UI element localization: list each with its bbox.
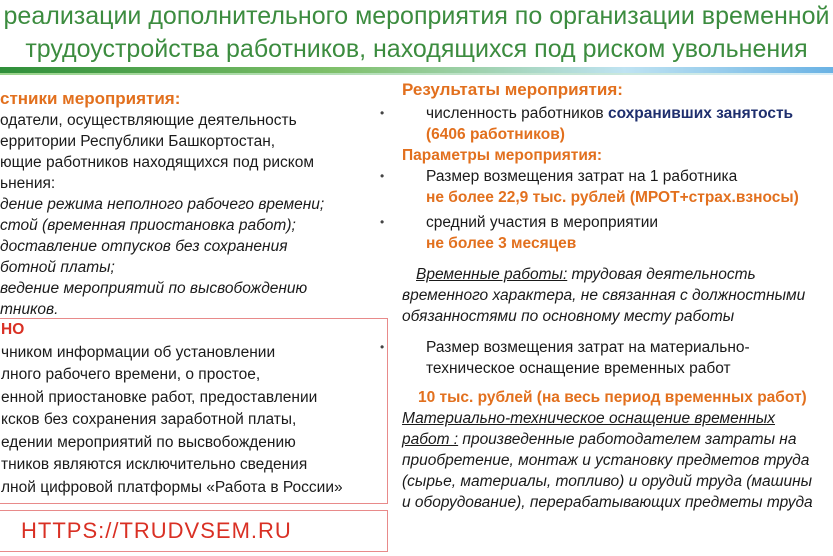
participants-line: ерритории Республики Башкортостан, [0, 133, 276, 150]
temp-work-line: обязанностями по основному месту работы [402, 308, 735, 325]
title-divider-light [0, 73, 833, 75]
equip-line [402, 429, 833, 450]
temp-work-line: временного характера, не связанная с должностными [402, 287, 806, 304]
results-heading: Результаты мероприятия: [402, 80, 623, 99]
right-column [380, 79, 833, 513]
conditions-list [0, 194, 380, 320]
equip-line: (сырье, материалы, топливо) и орудий труда (машины [402, 473, 813, 490]
result-item [380, 103, 833, 145]
participants-line: ющие работников находящихся под риском [0, 154, 314, 171]
bullet-icon: • [380, 340, 385, 354]
temp-work-def: трудовая деятельность [567, 266, 756, 283]
note-line: тников являются исключительно сведения [1, 456, 308, 473]
note-line: ксков без сохранения заработной платы, [1, 411, 297, 428]
important-label: НО [1, 321, 25, 338]
title-line-1: реализации дополнительного мероприятия по организации временной [3, 2, 830, 30]
result-text: численность работников [426, 105, 608, 122]
condition-line: тников. [0, 301, 59, 318]
equipment-definition [380, 408, 833, 513]
equip-term-2: работ : [402, 431, 459, 448]
temp-work-definition [380, 264, 833, 327]
param2-text: средний участия в мероприятии [426, 214, 659, 231]
note-line: едении мероприятий по высвобождению [1, 433, 296, 451]
temp-work-term: Временные работы: [416, 266, 568, 283]
portal-url[interactable]: HTTPS://TRUDVSEM.RU [21, 518, 292, 543]
equip-line: и оборудование), перерабатывающих предметы труда [402, 494, 813, 511]
important-note-box [0, 318, 388, 504]
participants-line: ьнения: [0, 175, 56, 192]
participants-line: одатели, осуществляющие деятельность [0, 112, 297, 129]
result-line [426, 103, 833, 124]
param3-line: техническое оснащение временных работ [426, 360, 731, 377]
bullet-icon: • [380, 215, 385, 229]
param1-text: Размер возмещения затрат на 1 работника [426, 168, 738, 185]
note-line: енной приостановке работ, предоставлении [1, 388, 318, 406]
condition-line: ведение мероприятий по высвобождению [0, 280, 308, 297]
param-item-2 [380, 212, 833, 254]
left-column [0, 88, 380, 320]
slide-title [0, 0, 833, 66]
result-count: (6406 работников) [426, 126, 565, 143]
result-bold: сохранивших занятость [607, 105, 794, 122]
param3-value: 10 тыс. рублей (на весь период временных работ) [418, 389, 807, 406]
equip-term: Материально-техническое оснащение временных [402, 410, 775, 427]
param2-value: не более 3 месяцев [426, 235, 577, 252]
participants-heading: стники мероприятия: [0, 89, 181, 108]
portal-url-box [0, 510, 388, 552]
param3-line: Размер возмещения затрат на материально- [426, 339, 750, 356]
title-line-2: трудоустройства работников, находящихся под риском увольнения [25, 35, 808, 63]
equip-def: произведенные работодателем затраты на [458, 431, 797, 448]
note-line: лного рабочего времени, о простое, [1, 366, 261, 383]
param-item-1 [380, 166, 833, 208]
condition-line: доставление отпусков без сохранения [0, 238, 288, 255]
condition-line: ботной платы; [0, 259, 115, 276]
note-line: лной цифровой платформы «Работа в России» [1, 478, 343, 496]
bullet-icon: • [380, 169, 385, 183]
condition-line: стой (временная приостановка работ); [0, 217, 296, 234]
temp-work-line [402, 264, 833, 285]
condition-line: дение режима неполного рабочего времени; [0, 196, 325, 213]
params-heading: Параметры мероприятия: [402, 147, 603, 164]
bullet-icon: • [380, 106, 385, 120]
participants-list [0, 110, 380, 194]
note-line: чником информации об установлении [1, 343, 276, 361]
equip-line: приобретение, монтаж и установку предметов труда [402, 452, 810, 469]
param-item-3 [380, 337, 833, 379]
param1-value: не более 22,9 тыс. рублей (МРОТ+страх.взносы) [426, 189, 799, 206]
